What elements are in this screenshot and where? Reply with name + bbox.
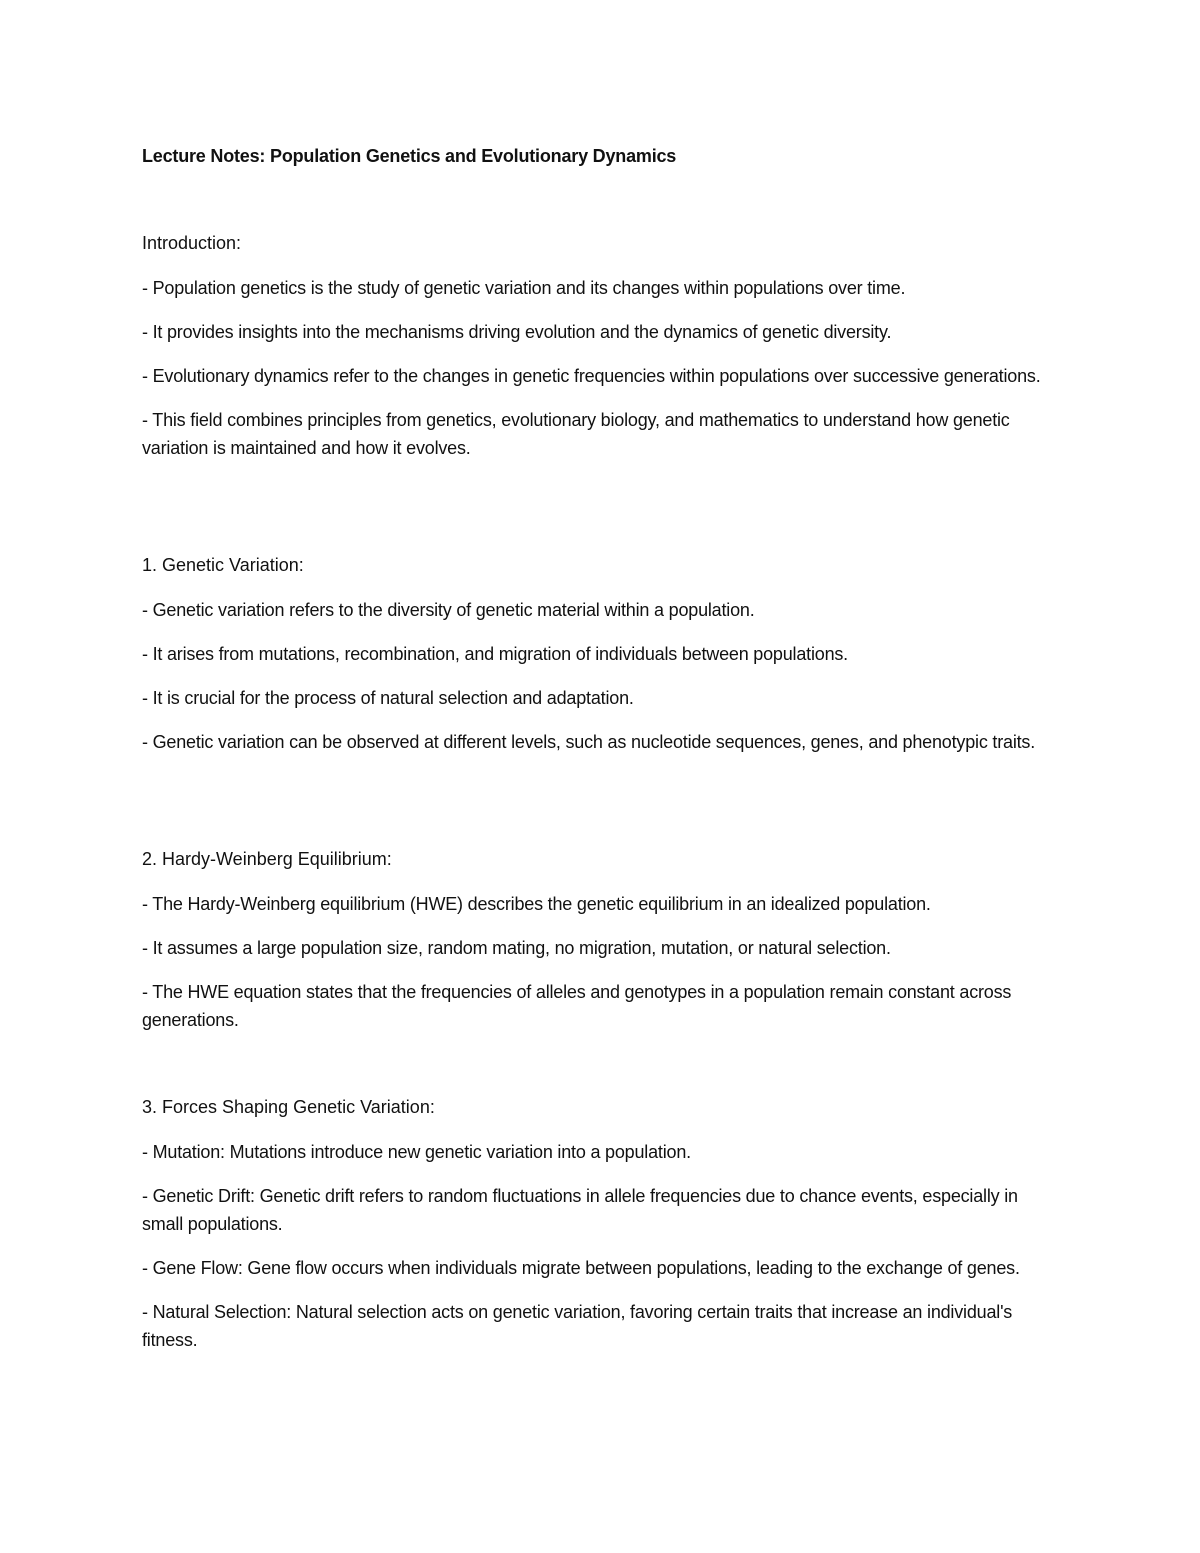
bullet-item: - Gene Flow: Gene flow occurs when individuals migrate between populations, leading to the exchange of genes. xyxy=(142,1258,1020,1278)
section-genetic-variation xyxy=(142,552,1062,756)
bullet-item: - Evolutionary dynamics refer to the changes in genetic frequencies within populations over successive generations. xyxy=(142,366,1041,386)
bullet-item: - The Hardy-Weinberg equilibrium (HWE) describes the genetic equilibrium in an idealized population. xyxy=(142,894,931,914)
bullet-item: - It assumes a large population size, random mating, no migration, mutation, or natural selection. xyxy=(142,938,891,958)
section-hardy-weinberg xyxy=(142,846,1062,1034)
section-forces-shaping-variation xyxy=(142,1094,1062,1354)
section-heading: Introduction: xyxy=(142,233,242,253)
section-heading: 3. Forces Shaping Genetic Variation: xyxy=(142,1097,435,1117)
bullet-item: - It arises from mutations, recombination, and migration of individuals between populations. xyxy=(142,644,848,664)
section-heading: 2. Hardy-Weinberg Equilibrium: xyxy=(142,849,392,869)
document-title: Lecture Notes: Population Genetics and Evolutionary Dynamics xyxy=(142,146,677,166)
bullet-item: - This field combines principles from genetics, evolutionary biology, and mathematics to understand how genetic variation is maintained and how it evolves. xyxy=(142,410,1010,458)
bullet-item: - Population genetics is the study of genetic variation and its changes within populations over time. xyxy=(142,278,906,298)
bullet-item: - Natural Selection: Natural selection acts on genetic variation, favoring certain traits that increase an individual's fitness. xyxy=(142,1302,1013,1350)
bullet-item: - The HWE equation states that the frequencies of alleles and genotypes in a population remain constant across generations. xyxy=(142,982,1012,1030)
section-heading: 1. Genetic Variation: xyxy=(142,555,304,575)
bullet-item: - Genetic variation refers to the diversity of genetic material within a population. xyxy=(142,600,755,620)
bullet-item: - Genetic Drift: Genetic drift refers to random fluctuations in allele frequencies due to chance events, especially in small populations. xyxy=(142,1186,1018,1234)
bullet-item: - It is crucial for the process of natural selection and adaptation. xyxy=(142,688,634,708)
bullet-item: - Mutation: Mutations introduce new genetic variation into a population. xyxy=(142,1142,691,1162)
section-introduction xyxy=(142,230,1062,462)
document-page xyxy=(142,0,1062,1553)
bullet-item: - Genetic variation can be observed at different levels, such as nucleotide sequences, genes, and phenotypic traits. xyxy=(142,732,1036,752)
bullet-item: - It provides insights into the mechanisms driving evolution and the dynamics of genetic diversity. xyxy=(142,322,892,342)
